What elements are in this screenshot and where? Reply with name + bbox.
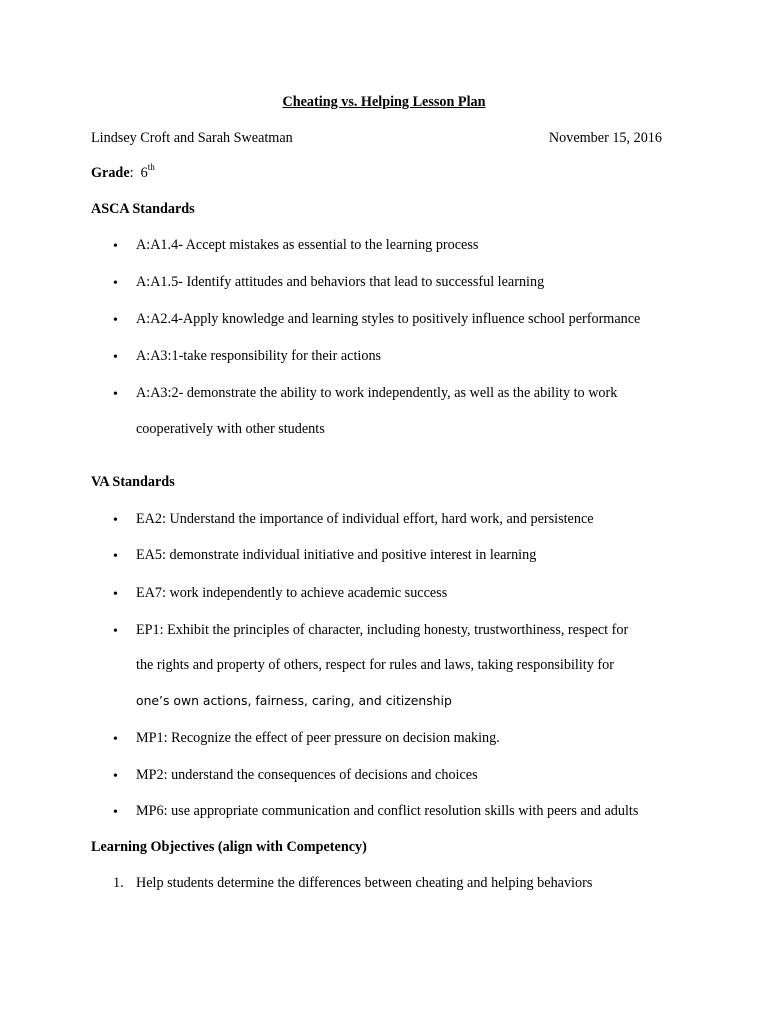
document-date: November 15, 2016 bbox=[548, 130, 662, 146]
asca-heading: ASCA Standards bbox=[91, 201, 195, 217]
bullet-icon: • bbox=[113, 732, 118, 747]
grade-colon: : bbox=[129, 165, 134, 181]
objective-item: Help students determine the differences between cheating and helping behaviors bbox=[136, 875, 593, 891]
asca-item: A:A1.4- Accept mistakes as essential to the learning process bbox=[136, 237, 479, 253]
authors: Lindsey Croft and Sarah Sweatman bbox=[91, 130, 293, 146]
va-item: EA5: demonstrate individual initiative and positive interest in learning bbox=[136, 547, 537, 563]
objective-number: 1. bbox=[113, 875, 124, 891]
objectives-heading: Learning Objectives (align with Competency) bbox=[91, 839, 367, 855]
bullet-icon: • bbox=[113, 805, 118, 820]
bullet-icon: • bbox=[113, 387, 118, 402]
va-item: MP2: understand the consequences of decisions and choices bbox=[136, 767, 478, 783]
va-item-continuation: the rights and property of others, respect for rules and laws, taking responsibility for bbox=[136, 657, 614, 673]
grade-suffix: th bbox=[147, 162, 155, 172]
bullet-icon: • bbox=[113, 624, 118, 639]
bullet-icon: • bbox=[113, 350, 118, 365]
grade-line bbox=[91, 162, 155, 182]
bullet-icon: • bbox=[113, 513, 118, 528]
asca-item: A:A1.5- Identify attitudes and behaviors that lead to successful learning bbox=[136, 274, 545, 290]
va-item: EA7: work independently to achieve academic success bbox=[136, 585, 448, 601]
va-item: EA2: Understand the importance of individual effort, hard work, and persistence bbox=[136, 511, 594, 527]
va-item: MP6: use appropriate communication and conflict resolution skills with peers and adults bbox=[136, 803, 639, 819]
grade-label: Grade bbox=[91, 165, 130, 181]
bullet-icon: • bbox=[113, 769, 118, 784]
bullet-icon: • bbox=[113, 276, 118, 291]
bullet-icon: • bbox=[113, 549, 118, 564]
va-item-continuation: one’s own actions, fairness, caring, and citizenship bbox=[136, 693, 452, 708]
grade-value: 6 bbox=[140, 165, 148, 181]
asca-item-continuation: cooperatively with other students bbox=[136, 421, 325, 437]
va-heading: VA Standards bbox=[91, 474, 175, 490]
asca-item: A:A3:2- demonstrate the ability to work independently, as well as the ability to work bbox=[136, 385, 618, 401]
va-item: EP1: Exhibit the principles of character, including honesty, trustworthiness, respect for bbox=[136, 622, 629, 638]
document-title: Cheating vs. Helping Lesson Plan bbox=[282, 94, 486, 110]
va-item: MP1: Recognize the effect of peer pressure on decision making. bbox=[136, 730, 500, 746]
bullet-icon: • bbox=[113, 239, 118, 254]
bullet-icon: • bbox=[113, 587, 118, 602]
asca-item: A:A2.4-Apply knowledge and learning styles to positively influence school performance bbox=[136, 311, 641, 327]
asca-item: A:A3:1-take responsibility for their actions bbox=[136, 348, 382, 364]
bullet-icon: • bbox=[113, 313, 118, 328]
